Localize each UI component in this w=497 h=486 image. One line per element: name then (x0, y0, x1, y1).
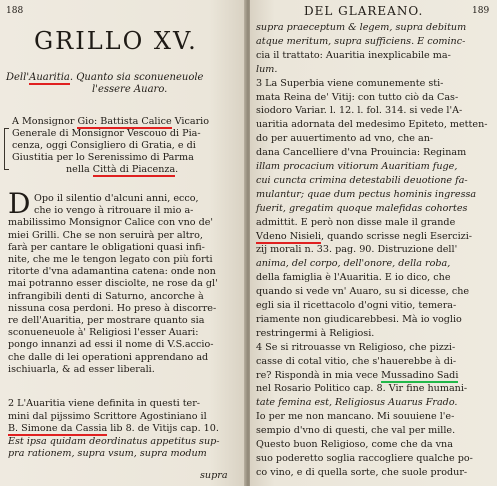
body-line (8, 230, 203, 241)
right-line (256, 217, 455, 228)
body-text: pongo innanzi ad essi il nome di V.S.accio- (8, 339, 214, 351)
right-line (256, 244, 457, 255)
body-text: che dalle di lei operationi apprendano ad (8, 351, 209, 363)
right-line (256, 286, 469, 297)
body2-text: Est ipsa quidam deordinatus appetitus sup- (8, 435, 220, 447)
right-line (256, 397, 457, 408)
right-text: casse di cotal vitio, che s'hauerebbe à di- (256, 355, 457, 367)
dedication-text: cenza, oggi Consigliero di Gratia, e di (12, 140, 196, 151)
right-text: co vino, e di quella sorte, che suole produr- (256, 466, 468, 478)
right-page (250, 0, 497, 486)
right-text: lum. (256, 63, 278, 75)
dedication-text: . (175, 164, 179, 175)
dedication-highlight: Gio: Battista Calice (77, 116, 172, 127)
body2-line (8, 398, 200, 409)
right-line (256, 370, 458, 381)
body-text: farà per cantare le obligationi quasi infi- (8, 241, 205, 253)
body-line (8, 364, 155, 375)
right-text: re? Rispondà in mia vece (256, 369, 382, 381)
body-line (8, 327, 198, 338)
catchword: supra (200, 470, 228, 481)
right-line (256, 36, 465, 47)
dedication-highlight: Città di Piacenza (92, 164, 176, 175)
right-text: della famiglia è l'Auaritia. E io dico, che (256, 272, 451, 284)
right-line (256, 439, 453, 450)
body2-text: mini dal pijssimo Scrittore Agostiniano il (8, 410, 207, 422)
dedication-text: A Monsignor (12, 116, 78, 127)
body2-line (8, 436, 220, 447)
left-page (0, 0, 246, 486)
body-text: che io vengo à ritrouare il mio a- (34, 205, 194, 217)
body2-line (8, 448, 207, 459)
right-line (256, 133, 433, 144)
running-head: DEL GLAREANO. (304, 4, 424, 18)
right-text: atque meritum, supra sufficiens (256, 35, 412, 47)
body2-highlight: B. Simone da Cassia (8, 423, 108, 434)
right-text: fuerit, gregatim quoque malefidas cohortes (256, 202, 468, 214)
right-highlight: Mussadino Sadi (381, 369, 459, 381)
right-text: siodoro Variar. l. 12. l. fol. 314. si vede l'A- (256, 105, 463, 117)
right-text: admittit. E però non disse male il grande (256, 216, 456, 228)
right-text: , quando scrisse negli Esercizi- (321, 230, 473, 242)
right-line (256, 64, 277, 75)
subtitle-lead: Dell' (6, 72, 30, 83)
right-text: sempio d'vno di questi, che val per mille. (256, 425, 456, 437)
right-line (256, 383, 467, 394)
right-text: quando si vede vn' Auaro, su si dicesse, che (256, 286, 470, 298)
right-line (256, 356, 456, 367)
right-line (256, 231, 472, 242)
body-line (8, 217, 213, 228)
right-text: dana Cancelliere d'vna Prouincia: Reginam (256, 147, 467, 159)
body-text: nissuna cosa perdoni. Ho preso à discorre- (8, 302, 217, 314)
right-text: mulantur; quae dum pectus hominis ingressa (256, 188, 477, 200)
body2-text: lib 8. de Vitijs cap. 10. (107, 423, 219, 434)
right-text: cui cuncta crimina detestabili deuotione fa- (256, 174, 468, 186)
right-line (256, 328, 374, 339)
right-text: uaritia adornata del medesimo Epiteto, metten- (256, 119, 488, 131)
right-line (256, 161, 457, 172)
right-text: . E cominc- (411, 35, 466, 47)
right-text: Io per me non mancano. Mi souuiene l'e- (256, 411, 455, 423)
right-line (256, 147, 466, 158)
chapter-subtitle-2: l'essere Auaro. (92, 84, 168, 95)
body-line (8, 339, 213, 350)
right-line (256, 425, 455, 436)
body-text: miei Grilli. Che se non seruirà per altro, (8, 229, 203, 241)
right-text: 4 Se si ritrouasse vn Religioso, che pizzi- (256, 341, 456, 353)
body-line (8, 291, 204, 302)
right-text: restringermi à Religiosi. (256, 327, 375, 339)
chapter-title: GRILLO XV. (34, 27, 198, 55)
right-text: tate femina est, Religiosus Auarus Frado. (256, 397, 458, 409)
right-line (256, 50, 451, 61)
dedication-line (12, 140, 196, 151)
dedication-line (12, 128, 201, 139)
right-line (256, 258, 450, 269)
body-line (8, 242, 205, 253)
right-line (256, 119, 488, 130)
dedication-bracket (4, 128, 9, 170)
right-highlight: Vdeno Nisieli (256, 230, 322, 242)
dedication-line (12, 116, 209, 127)
body-line (34, 205, 193, 216)
body-text: infrangibili denti di Saturno, ancorche à (8, 290, 204, 302)
body-line (8, 266, 216, 277)
right-line (256, 189, 476, 200)
right-line (256, 175, 468, 186)
body-text: ischiuarla, & ad esser liberali. (8, 363, 155, 375)
dedication-line (66, 164, 178, 175)
body-text: ritorte d'vna adamantina catena: onde non (8, 266, 216, 278)
dedication-line (12, 152, 194, 163)
body-text: re dell'Auaritia, per mostrare quanto sia (8, 315, 205, 326)
right-line (256, 272, 451, 283)
right-line (256, 203, 467, 214)
dedication-text: Giustitia per lo Serenissimo di Parma (12, 152, 194, 163)
highlight-auaritia: Auaritia (29, 72, 70, 83)
body-line (8, 303, 216, 314)
right-line (256, 92, 458, 103)
right-text: 3 La Superbia viene comunemente sti- (256, 77, 444, 89)
right-text: mata Reina de' Vitij: con tutto ciò da Cas- (256, 91, 459, 103)
page-number-left: 188 (6, 6, 24, 16)
page-number-right: 189 (472, 6, 490, 16)
body-line (8, 315, 204, 326)
right-text: egli sia il ricettacolo d'ogni vitio, temera- (256, 300, 457, 311)
dedication-text: Generale di Monsignor Vescouo di Pia- (12, 128, 201, 139)
right-text: illam procacium vitiorum Auaritiam fuge, (256, 161, 458, 172)
body-text: mabilissimo Monsignor Calice con vno de' (8, 217, 214, 229)
right-line (256, 78, 443, 89)
right-line (256, 300, 456, 311)
subtitle-rest: . Quanto sia sconueneuole (69, 72, 204, 83)
body-line (8, 278, 218, 289)
right-text: do per auuertimento ad vno, che an- (256, 133, 434, 145)
body-text: mai potranno esser disciolte, ne rose da gl' (8, 278, 218, 290)
body-line (8, 254, 213, 265)
right-text: nel Rosario Politico cap. 8. Vir fine humani- (256, 383, 468, 395)
right-text: supra praeceptum & legem, supra debitum (256, 22, 467, 33)
right-text: cia il trattato: Auaritia inexplicabile ma- (256, 49, 451, 61)
body-line (8, 352, 208, 363)
right-line (256, 453, 473, 464)
right-line (256, 105, 462, 116)
right-text: suo poderetto soglia raccogliere qualche po- (256, 452, 473, 464)
body2-text: pra rationem, supra vsum, supra modum (8, 448, 207, 459)
dedication-text: Vicario (171, 116, 210, 127)
right-line (256, 342, 455, 353)
right-line (256, 411, 454, 422)
dedication-text: nella (66, 164, 93, 175)
body-line (34, 193, 199, 204)
chapter-subtitle (6, 72, 203, 83)
body-text: nite, che me le tengon legato con più forti (8, 254, 213, 265)
right-line (256, 314, 462, 325)
body-text: sconueneuole à' Religiosi l'esser Auari: (8, 327, 199, 339)
right-text: riamente non giudicarebbesi. Mà io voglio (256, 313, 462, 325)
drop-cap: D (8, 187, 31, 220)
right-line (256, 467, 467, 478)
right-text: Questo buon Religioso, come che da vna (256, 439, 453, 450)
body2-line (8, 411, 207, 422)
body2-line (8, 423, 219, 434)
body-text: Opo il silentio d'alcuni anni, ecco, (34, 193, 199, 204)
body2-text: 2 L'Auaritia viene definita in questi ter- (8, 398, 201, 409)
right-text: anima, del corpo, dell'onore, della roba, (256, 258, 451, 270)
right-line (256, 22, 466, 33)
right-text: zij morali n. 33. pag. 90. Distruzione dell' (256, 244, 458, 256)
